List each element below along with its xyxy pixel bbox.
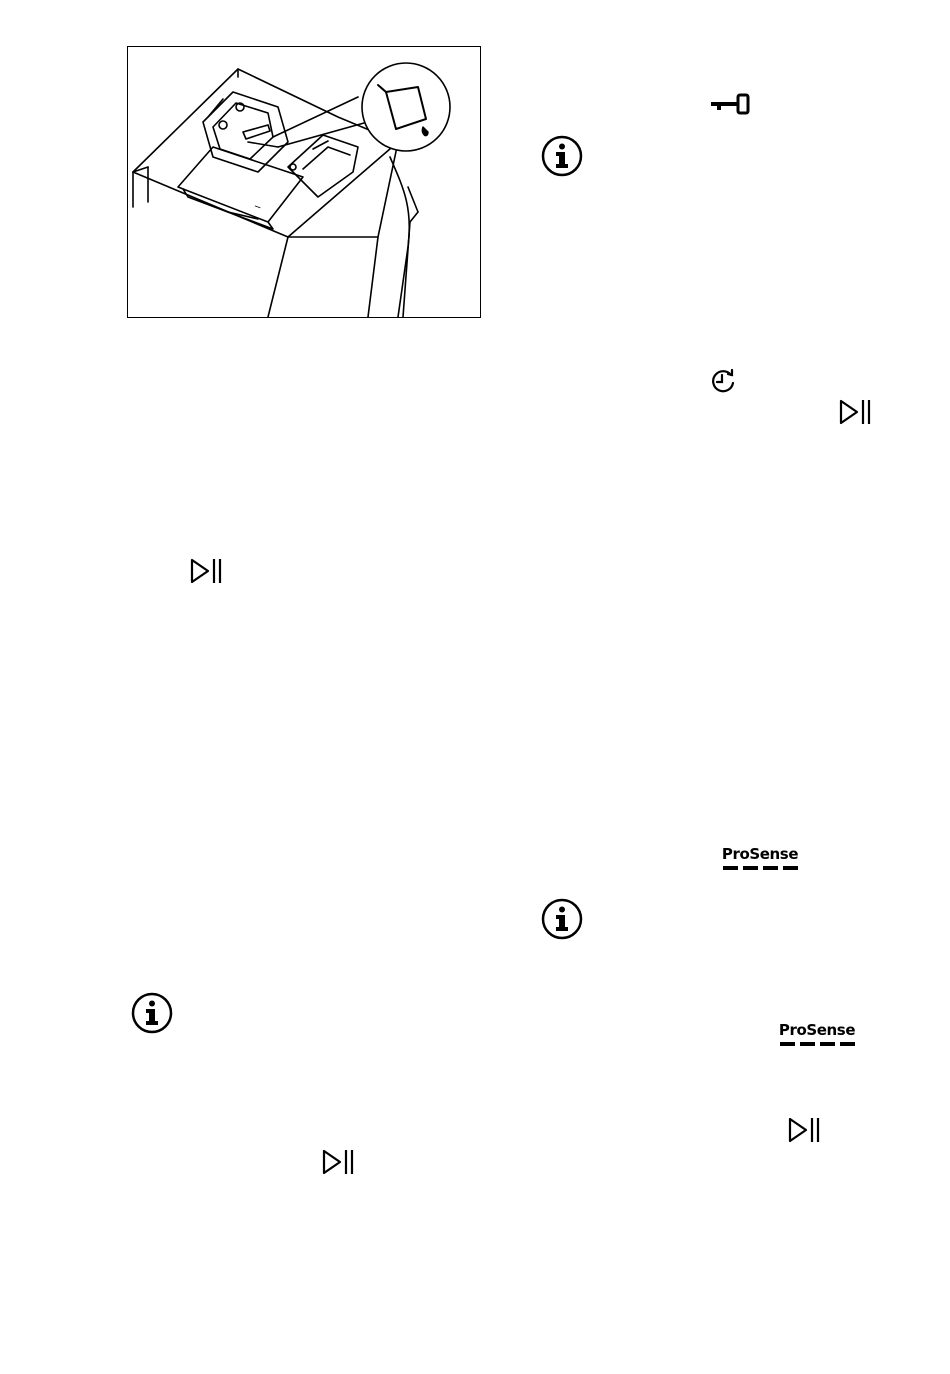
- prosense-logo: [721, 846, 799, 880]
- start-pause-icon: [839, 399, 871, 425]
- key-icon: [711, 93, 751, 117]
- info-icon: [541, 135, 583, 177]
- prosense-logo: [778, 1022, 856, 1056]
- delay-clock-icon: [709, 367, 737, 395]
- start-pause-icon: [788, 1117, 820, 1143]
- prosense-label: ProSense: [778, 1021, 856, 1039]
- dispenser-drawer-illustration: [127, 46, 481, 318]
- info-icon: [541, 898, 583, 940]
- prosense-dashes: [723, 866, 798, 870]
- prosense-dashes: [780, 1042, 855, 1046]
- svg-text:I: I: [253, 204, 263, 210]
- prosense-label: ProSense: [721, 845, 799, 863]
- start-pause-icon: [322, 1149, 354, 1175]
- start-pause-icon: [190, 558, 222, 584]
- info-icon: [131, 992, 173, 1034]
